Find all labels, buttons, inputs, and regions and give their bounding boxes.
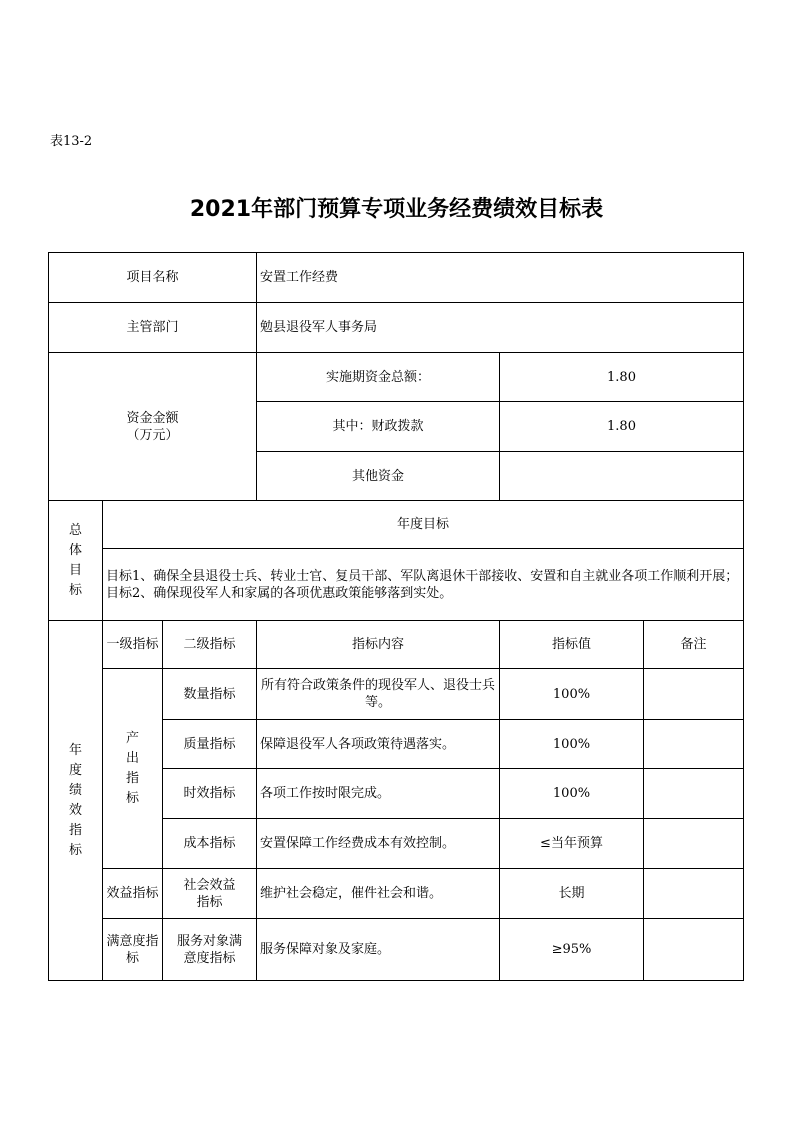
content-cell: 各项工作按时限完成。 <box>257 769 500 819</box>
page-title: 2021年部门预算专项业务经费绩效目标表 <box>189 197 604 222</box>
project-value: 安置工作经费 <box>257 253 744 303</box>
header-note: 备注 <box>644 621 744 669</box>
project-label: 项目名称 <box>49 253 257 303</box>
value-cell: ≤当年预算 <box>500 819 644 869</box>
table-row <box>49 869 744 919</box>
note-cell <box>644 720 744 769</box>
note-cell <box>644 919 744 981</box>
table-row <box>49 353 744 402</box>
dept-value: 勉县退役军人事务局 <box>257 303 744 353</box>
overall-label: 总体目标 <box>68 522 82 598</box>
goal-2: 目标2、确保现役军人和家属的各项优惠政策能够落到实处。 <box>106 585 453 601</box>
content-cell: 维护社会稳定，催件社会和谐。 <box>257 869 500 919</box>
content-cell: 安置保障工作经费成本有效控制。 <box>257 819 500 869</box>
l2-cell: 成本指标 <box>163 819 257 869</box>
l1-cell: 效益指标 <box>103 869 163 919</box>
value-cell: 100% <box>500 769 644 819</box>
table-row <box>49 919 744 981</box>
l2-cell: 服务对象满意度指标 <box>163 919 257 981</box>
fiscal-label: 其中：财政拨款 <box>257 402 500 452</box>
l2-cell: 时效指标 <box>163 769 257 819</box>
header-content: 指标内容 <box>257 621 500 669</box>
table-row <box>49 621 744 669</box>
l2-cell: 质量指标 <box>163 720 257 769</box>
total-value: 1.80 <box>500 353 744 402</box>
table-row <box>49 549 744 621</box>
header-l1: 一级指标 <box>103 621 163 669</box>
note-cell <box>644 769 744 819</box>
other-value <box>500 452 744 501</box>
total-label: 实施期资金总额： <box>257 353 500 402</box>
table-row <box>49 253 744 303</box>
value-cell: 100% <box>500 669 644 720</box>
header-value: 指标值 <box>500 621 644 669</box>
funds-unit: （万元） <box>126 427 179 443</box>
table-row <box>49 303 744 353</box>
annual-label: 年度绩效指标 <box>68 742 82 858</box>
value-cell: 100% <box>500 720 644 769</box>
output-label: 产出指标 <box>125 730 139 806</box>
header-l2: 二级指标 <box>163 621 257 669</box>
funds-label-cell <box>49 353 257 501</box>
value-cell: 长期 <box>500 869 644 919</box>
overall-header: 年度目标 <box>103 501 744 549</box>
dept-label: 主管部门 <box>49 303 257 353</box>
table-number: 表13-2 <box>50 134 93 149</box>
funds-label: 资金金额 <box>126 410 179 426</box>
value-cell: ≥95% <box>500 919 644 981</box>
performance-table <box>48 252 744 981</box>
content-cell: 服务保障对象及家庭。 <box>257 919 500 981</box>
note-cell <box>644 819 744 869</box>
note-cell <box>644 869 744 919</box>
l2-cell: 社会效益指标 <box>163 869 257 919</box>
table-row <box>49 669 744 720</box>
note-cell <box>644 669 744 720</box>
goal-1: 目标1、确保全县退役士兵、转业士官、复员干部、军队离退休干部接收、安置和自主就业各项工作顺利开展； <box>106 568 739 584</box>
l1-cell: 满意度指标 <box>103 919 163 981</box>
fiscal-value: 1.80 <box>500 402 744 452</box>
table-row <box>49 501 744 549</box>
l2-cell: 数量指标 <box>163 669 257 720</box>
other-label: 其他资金 <box>257 452 500 501</box>
content-cell: 保障退役军人各项政策待遇落实。 <box>257 720 500 769</box>
content-cell: 所有符合政策条件的现役军人、退役士兵等。 <box>257 669 500 720</box>
